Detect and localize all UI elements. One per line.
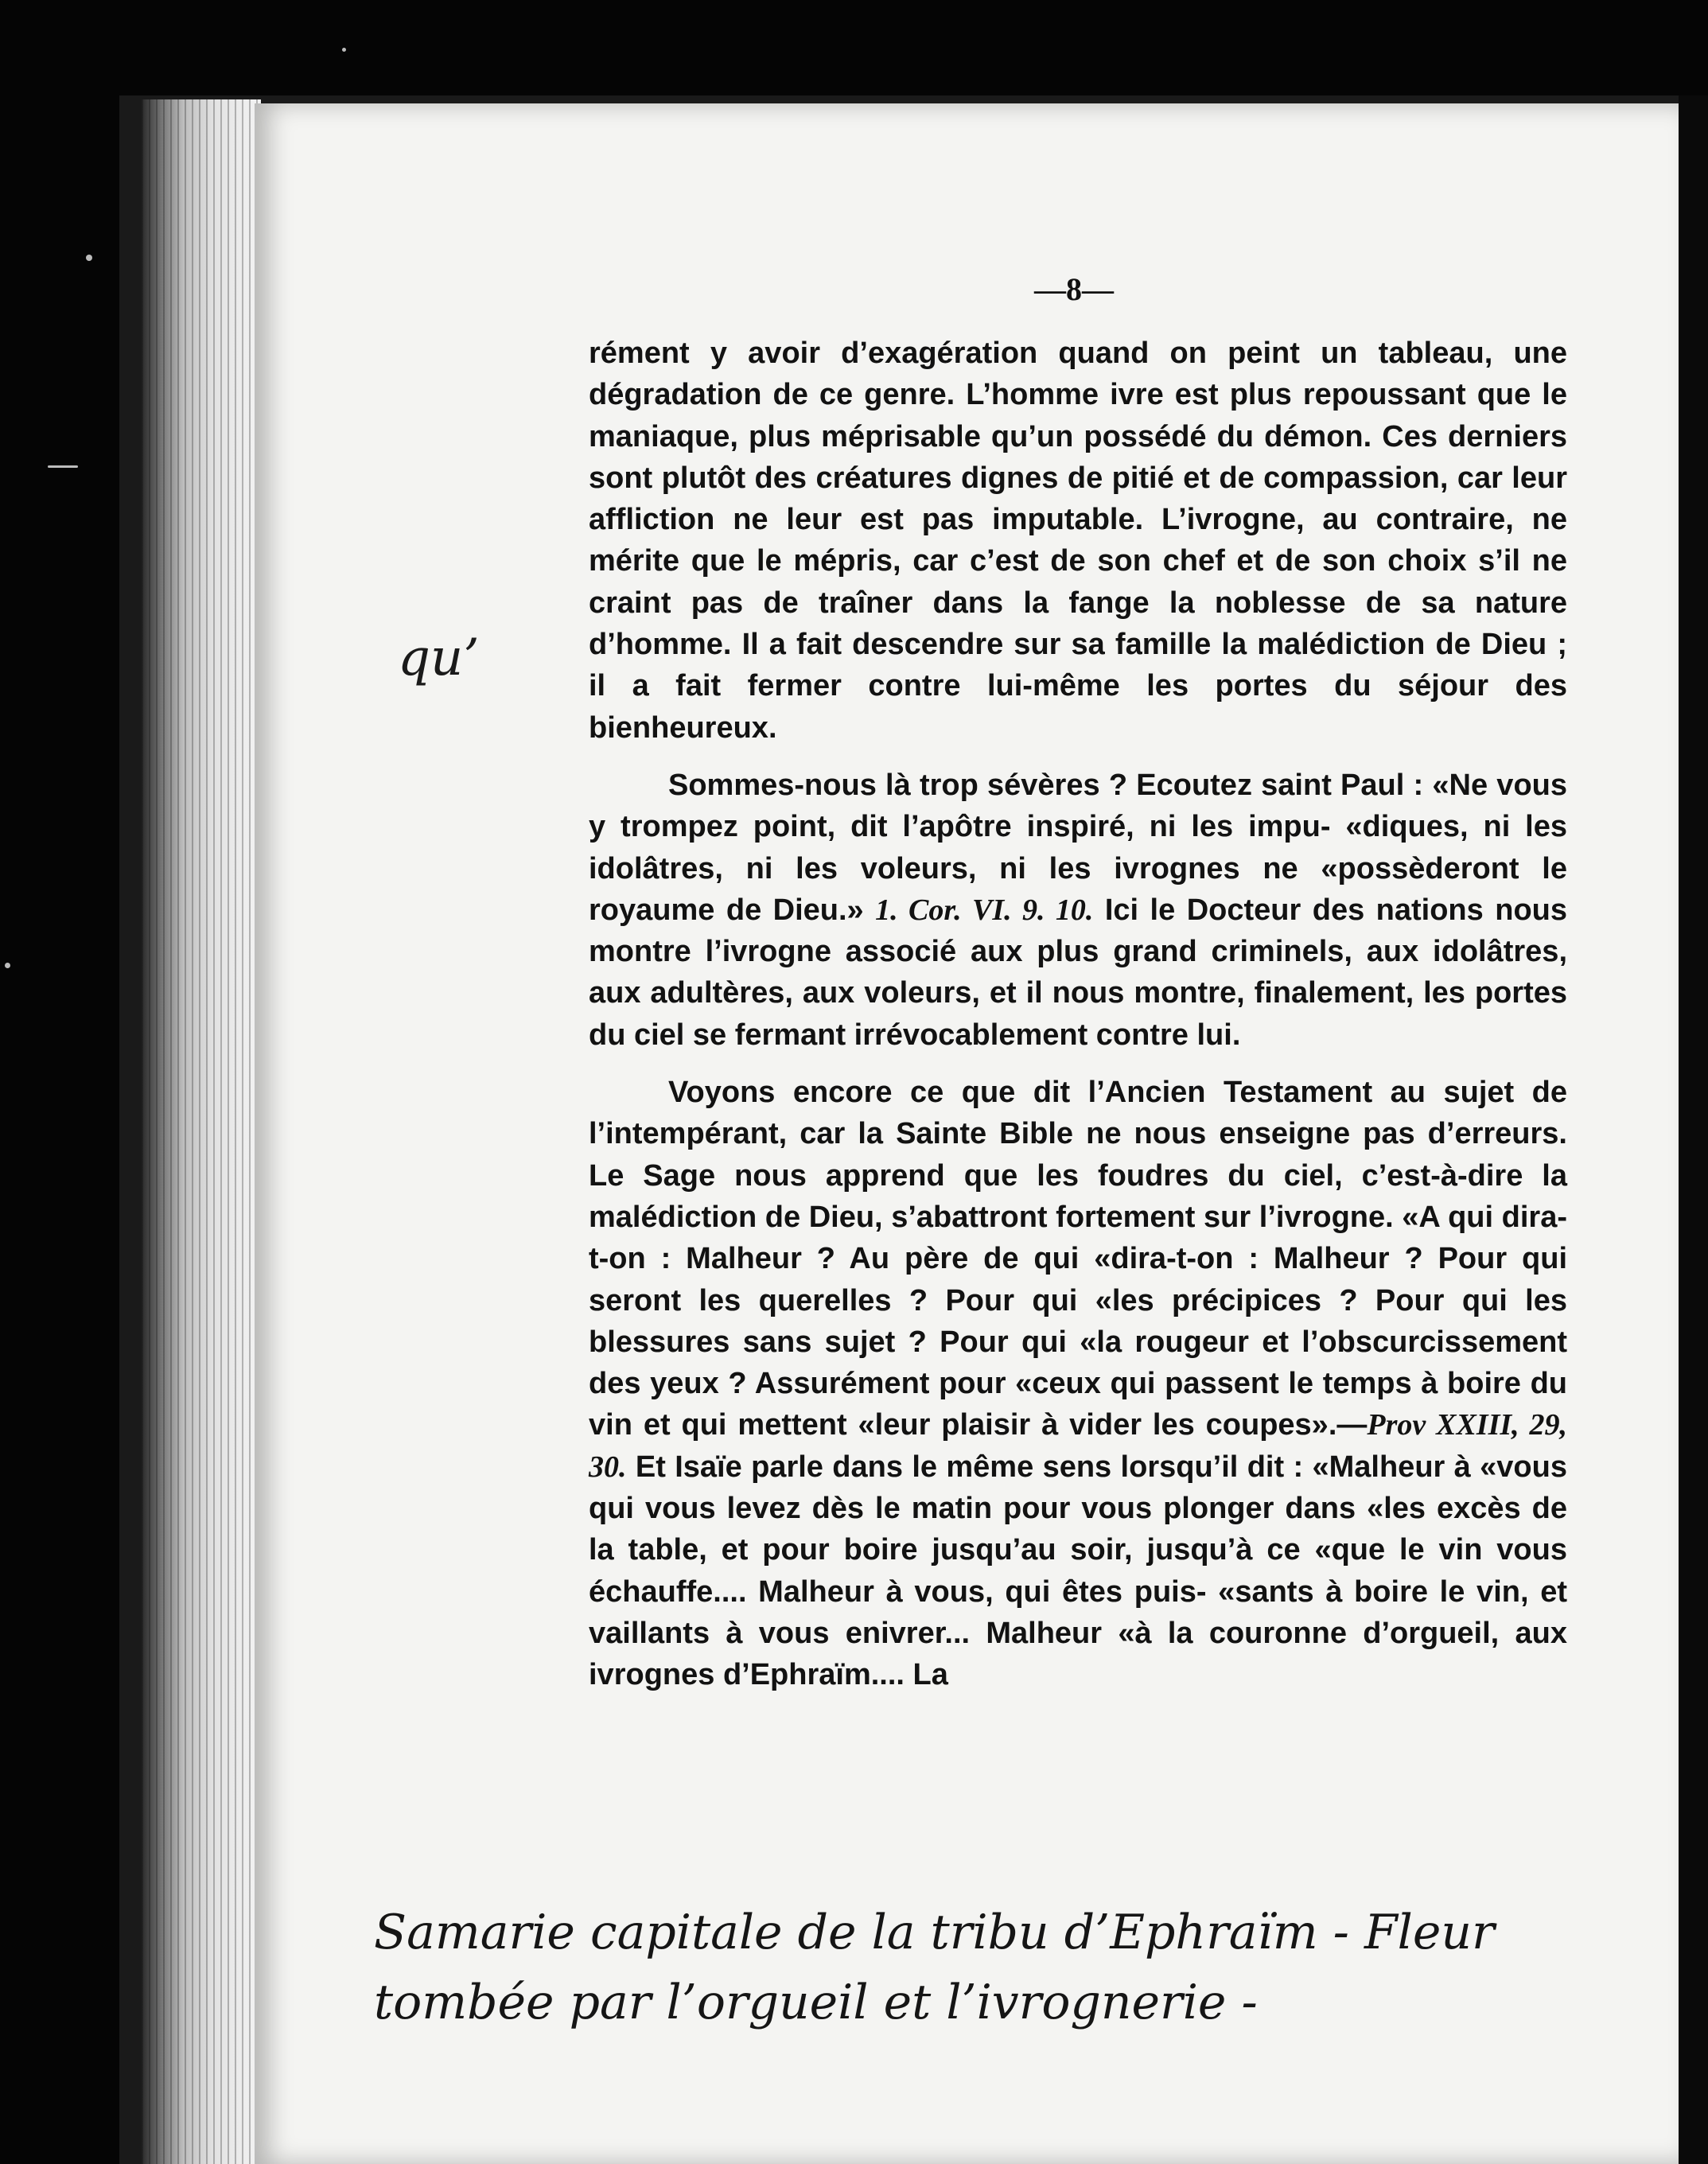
speck (48, 465, 78, 468)
paragraph-2-text-cont: Ici le Docteur des nations nous montre l’ivrogne associé aux plus grand criminels, aux idolâtres, aux adultères, aux voleurs, et il nous montre, finalement, les portes du ciel se fermant irrévocablement contre lui. (589, 893, 1567, 1052)
speck (5, 963, 10, 968)
margin-handwritten-note: qu’ (398, 629, 480, 687)
body-text (589, 333, 1567, 1696)
paragraph-3-text: Voyons encore ce que dit l’Ancien Testament au sujet de l’intempérant, car la Sainte Bible ne nous enseigne pas d’erreurs. Le Sage nous apprend que les foudres du ciel, c’est-à-dire la malédiction de Dieu, s’abattront fortement sur l’ivrogne. «A qui dira-t-on : Malheur ? Au père de qui «dira-t-on : Malheur ? Pour qui seront les querelles ? Pour qui «les précipices ? Pour qui les blessures sans sujet ? Pour qui «la rougeur et l’obscurcissement des yeux ? Assurément pour «ceux qui passent le temps à boire du vin et qui mettent «leur plaisir à vider les coupes».— (589, 1076, 1567, 1442)
paragraph-2-text: Sommes-nous là trop sévères ? Ecoutez saint Paul : «Ne vous y trompez point, dit l’apôtre inspiré, ni les impu- «diques, ni les idolâtres, ni les voleurs, ni les ivrognes ne «possèderont le royaume de Dieu.» (589, 768, 1567, 927)
book-spine-edge (142, 99, 261, 2164)
handwritten-footer-note: Samarie capitale de la tribu d’Ephraïm - Fleur tombée par l’orgueil et l’ivrognerie - (374, 1905, 1495, 2030)
scan-right-border (1679, 95, 1708, 2164)
paragraph-2 (589, 765, 1567, 1056)
speck (86, 255, 92, 261)
bible-reference: Prov XXIII, 29, 30. (589, 1408, 1568, 1484)
paragraph-1: rément y avoir d’exagération quand on peint un tableau, une dégradation de ce genre. L’homme ivre est plus repoussant que le maniaque, plus méprisable qu’un possédé du démon. Ces derniers sont plutôt des créatures dignes de pitié et de compassion, car leur affliction ne leur est pas imputable. L’ivrogne, au contraire, ne mérite que le mépris, car c’est de son chef et de son choix s’il ne craint pas de traîner dans la fange la noblesse de sa nature d’homme. Il a fait descendre sur sa famille la malédiction de Dieu ; il a fait fermer contre lui-même les portes du séjour des bienheureux. (589, 337, 1567, 745)
bible-reference: 1. Cor. VI. 9. 10. (875, 893, 1094, 927)
speck (342, 48, 346, 52)
page-edge-lines (142, 99, 261, 2164)
paragraph-3 (589, 1072, 1567, 1695)
page-number: —8— (1034, 271, 1114, 307)
paragraph-3-text-cont: Et Isaïe parle dans le même sens lorsqu’il dit : «Malheur à «vous qui vous levez dès le matin pour vous plonger dans «les excès de la table, et pour boire jusqu’au soir, jusqu’à ce «que le vin vous échauffe.... Malheur à vous, qui êtes puis- «sants à boire le vin, et vaillants à vous enivrer... Malheur «à la couronne d’orgueil, aux ivrognes d’Ephraïm.... La (589, 1450, 1567, 1692)
